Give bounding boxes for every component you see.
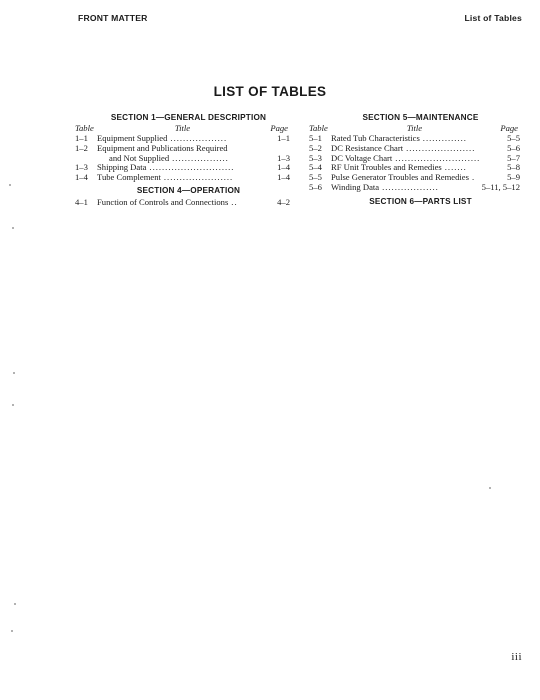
table-page: 1–3 (277, 152, 290, 163)
scan-speck (14, 603, 16, 605)
column-labels (309, 123, 520, 134)
dot-leader: ........................... (395, 153, 481, 163)
table-number: 1–2 (75, 142, 88, 153)
table-title: Equipment Supplied (97, 133, 168, 143)
table-title: Pulse Generator Troubles and Remedies (331, 172, 469, 183)
table-page: 5–6 (507, 142, 520, 153)
table-title: Shipping Data (97, 162, 147, 173)
dot-leader: .............. (422, 134, 467, 143)
table-title: DC Resistance Chart (331, 142, 404, 153)
scan-speck (11, 630, 13, 632)
dot-leader: ........................... (149, 163, 235, 173)
table-title: RF Unit Troubles and Remedies (331, 162, 442, 173)
dot-leader: .................. (172, 153, 229, 163)
column-labels (75, 123, 290, 134)
table-column-label: Table (309, 123, 328, 133)
table-entry[interactable] (75, 198, 290, 208)
table-entry[interactable] (75, 173, 290, 183)
table-title: DC Voltage Chart (331, 152, 393, 163)
dot-leader: ...................... (163, 173, 234, 183)
table-title: Equipment and Publications Required (97, 142, 228, 153)
section-5-heading: SECTION 5—MAINTENANCE (362, 113, 479, 122)
dot-leader: ....... (444, 163, 467, 173)
dot-leader: .................. (170, 134, 228, 143)
left-column (75, 112, 290, 208)
table-number: 5–2 (309, 142, 322, 153)
table-page: 1–4 (277, 162, 290, 173)
table-page: 4–2 (277, 196, 290, 207)
section-6-heading: SECTION 6—PARTS LIST (369, 196, 472, 206)
title-column-label: Title (406, 123, 423, 133)
table-number: 5–4 (309, 162, 322, 173)
right-column (309, 112, 520, 207)
table-entry[interactable] (309, 183, 520, 193)
table-number: 4–1 (75, 196, 88, 207)
table-title: Winding Data (331, 181, 380, 192)
page-title: LIST OF TABLES (213, 84, 327, 99)
dot-leader: . (471, 173, 476, 183)
page-number: iii (511, 651, 522, 663)
dot-leader: .................. (382, 182, 439, 192)
table-title: Function of Controls and Connections (97, 196, 229, 207)
table-page: 5–5 (507, 133, 520, 143)
dot-leader: .. (231, 197, 238, 207)
table-number: 5–5 (309, 172, 322, 183)
table-number: 5–6 (309, 181, 322, 192)
scan-speck (12, 404, 14, 406)
table-title: and Not Supplied (109, 152, 170, 163)
dot-leader: ...................... (406, 143, 476, 153)
table-title: Tube Complement (97, 172, 161, 183)
page-column-label: Page (500, 123, 518, 133)
table-page: 5–8 (507, 162, 520, 173)
table-title: Rated Tub Characteristics (331, 133, 420, 143)
table-number: 1–4 (75, 172, 88, 183)
table-entry[interactable] (75, 144, 290, 154)
table-page: 5–7 (507, 152, 520, 163)
scan-speck (12, 227, 14, 229)
running-header-right: List of Tables (464, 13, 522, 23)
table-number: 1–3 (75, 162, 88, 173)
table-page: 5–9 (507, 172, 520, 183)
scan-speck (489, 487, 491, 489)
scan-speck (9, 184, 11, 186)
table-number: 1–1 (75, 133, 88, 143)
title-column-label: Title (174, 123, 191, 133)
table-column-label: Table (75, 123, 94, 133)
section-4-heading: SECTION 4—OPERATION (136, 185, 241, 195)
table-page: 1–1 (277, 133, 290, 143)
table-number: 5–3 (309, 152, 322, 163)
section-1-heading: SECTION 1—GENERAL DESCRIPTION (110, 113, 267, 122)
table-number: 5–1 (309, 133, 322, 143)
page-column-label: Page (270, 123, 288, 133)
table-page: 1–4 (277, 172, 290, 183)
table-page: 5–11, 5–12 (481, 181, 520, 192)
scan-speck (13, 372, 15, 374)
running-header-left: FRONT MATTER (78, 13, 148, 23)
